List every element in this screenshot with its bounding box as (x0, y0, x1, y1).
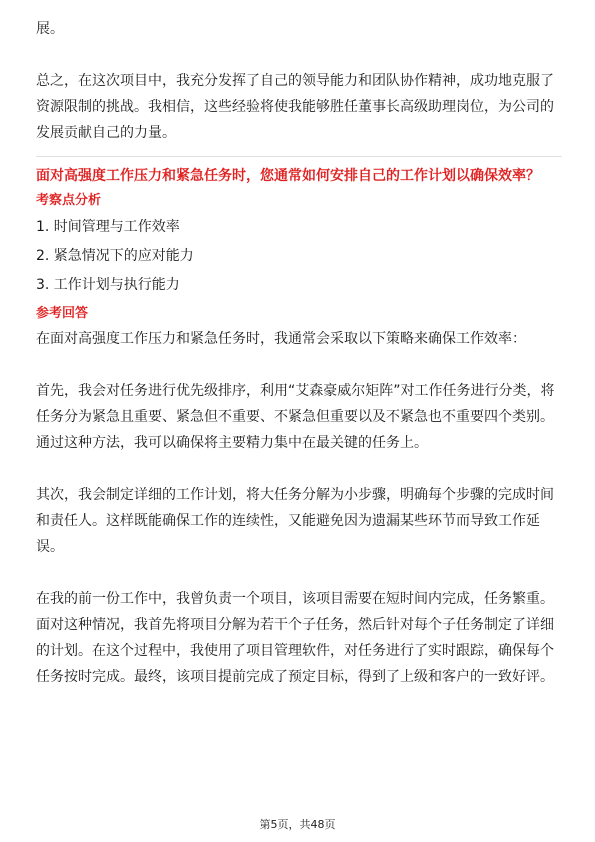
analysis-item: 3. 工作计划与执行能力 (36, 277, 180, 293)
answer-paragraph: 首先，我会对任务进行优先级排序，利用“艾森豪威尔矩阵”对工作任务进行分类，将任务分为紧急且重要、紧急但不重要、不紧急但重要以及不紧急也不重要四个类别。通过这种方法，我可以确保将主要精力集中在最关键的任务上。 (36, 383, 555, 451)
page-number-footer: 第5页，共48页 (259, 818, 336, 831)
section-divider (36, 156, 562, 157)
answer-paragraph: 在面对高强度工作压力和紧急任务时，我通常会采取以下策略来确保工作效率： (36, 331, 526, 347)
analysis-heading: 考察点分析 (36, 193, 102, 208)
interview-question: 面对高强度工作压力和紧急任务时，您通常如何安排自己的工作计划以确保效率？ (36, 168, 540, 184)
conclusion-paragraph: 总之，在这次项目中，我充分发挥了自己的领导能力和团队协作精神，成功地克服了资源限制的挑战。我相信，这些经验将使我能够胜任董事长高级助理岗位，为公司的发展贡献自己的力量。 (36, 73, 554, 141)
answer-paragraph: 其次，我会制定详细的工作计划，将大任务分解为小步骤，明确每个步骤的完成时间和责任人。这样既能确保工作的连续性，又能避免因为遗漏某些环节而导致工作延误。 (36, 487, 554, 555)
analysis-item: 1. 时间管理与工作效率 (36, 219, 180, 235)
answer-heading: 参考回答 (36, 306, 89, 321)
page-content (36, 16, 562, 690)
analysis-item: 2. 紧急情况下的应对能力 (36, 248, 194, 264)
intro-tail-text: 展。 (36, 21, 64, 37)
answer-paragraph: 在我的前一份工作中，我曾负责一个项目，该项目需要在短时间内完成，任务繁重。面对这种情况，我首先将项目分解为若干个子任务，然后针对每个子任务制定了详细的计划。在这个过程中，我使用了项目管理软件，对任务进行了实时跟踪，确保每个任务按时完成。最终，该项目提前完成了预定目标，得到了上级和客户的一致好评。 (36, 591, 554, 685)
